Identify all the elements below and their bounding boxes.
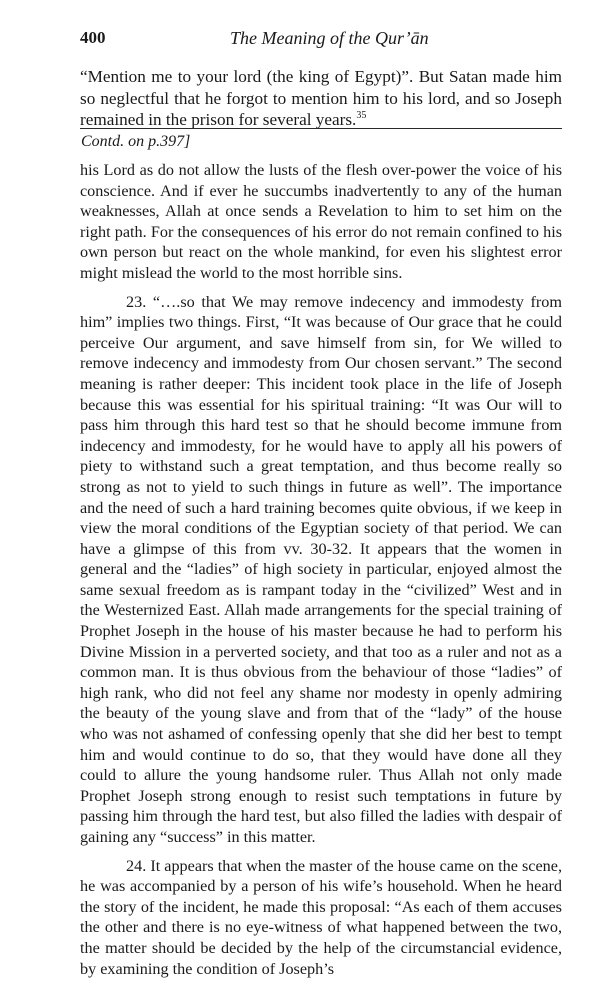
footnote-24: 24. It appears that when the master of the house came on the scene, he was accompanied by a person of his wife’s household. When he heard the story of the incident, he made this proposal: “As each of them accuses the other and there is no eye-witness of what happened between the two, the matter should be decided by the help of the circumstancial evidence, by examining the condition of Joseph’s (80, 856, 562, 978)
page-number: 400 (80, 28, 106, 47)
intro-text: “Mention me to your lord (the king of Egypt)”. But Satan made him so neglectful that he forgot to mention him to his lord, and so Joseph remained in the prison for several years. (80, 67, 562, 129)
footnotes-body (80, 160, 562, 987)
intro-paragraph (80, 66, 562, 131)
footnote-23: 23. “….so that We may remove indecency and immodesty from him” implies two things. First, “It was because of Our grace that he could perceive Our argument, and save himself from sin, for We willed to remove indecency and immodesty from Our chosen servant.” The second meaning is rather deeper: This incident took place in the life of Joseph because this was essential for his spiritual training: “It was Our will to pass him through this hard test so that he should become immune from indecency and immodesty, for he would have to apply all his powers of piety to withstand such a great temptation, and thus become really so strong as not to yield to such things in future as well”. The importance and the need of such a hard training becomes quite obvious, if we keep in view the moral conditions of the Egyptian society of that period. We can have a glimpse of this from vv. 30-32. It appears that the women in general and the “ladies” of high society in particular, enjoyed almost the same sexual freedom as is rampant today in the “civilized” West and in the Westernized East. Allah made arrangements for the special training of Prophet Joseph in the house of his master because he had to perform his Divine Mission in a perverted society, and that too as a ruler and not as a common man. It is thus obvious from the behaviour of those “ladies” of high rank, who did not feel any shame nor modesty in openly admiring the beauty of the young slave and from that of the “lady” of the house who was not ashamed of confessing openly that she did her best to tempt him and would continue to do so, that they would have done all they could to allure the young handsome ruler. Thus Allah not only made Prophet Joseph strong enough to resist such temptations in future by passing him through the hard test, but also filled the ladies with despair of gaining any “success” in this matter. (80, 292, 562, 846)
footnote-continued-paragraph: his Lord as do not allow the lusts of the flesh over-power the voice of his conscience. And if ever he succumbs inadvertently to any of the human weaknesses, Allah at once sends a Revelation to him to set him on the right path. For the consequences of his error do not remain confined to his own person but react on the whole mankind, for even his slightest error might mislead the world to the most horrible sins. (80, 161, 562, 282)
footnote-reference: 35 (356, 110, 367, 121)
footnote-divider (80, 128, 562, 129)
continuation-note: Contd. on p.397] (81, 133, 191, 150)
book-title: The Meaning of the Qur’ān (230, 28, 429, 48)
running-head (80, 28, 562, 50)
